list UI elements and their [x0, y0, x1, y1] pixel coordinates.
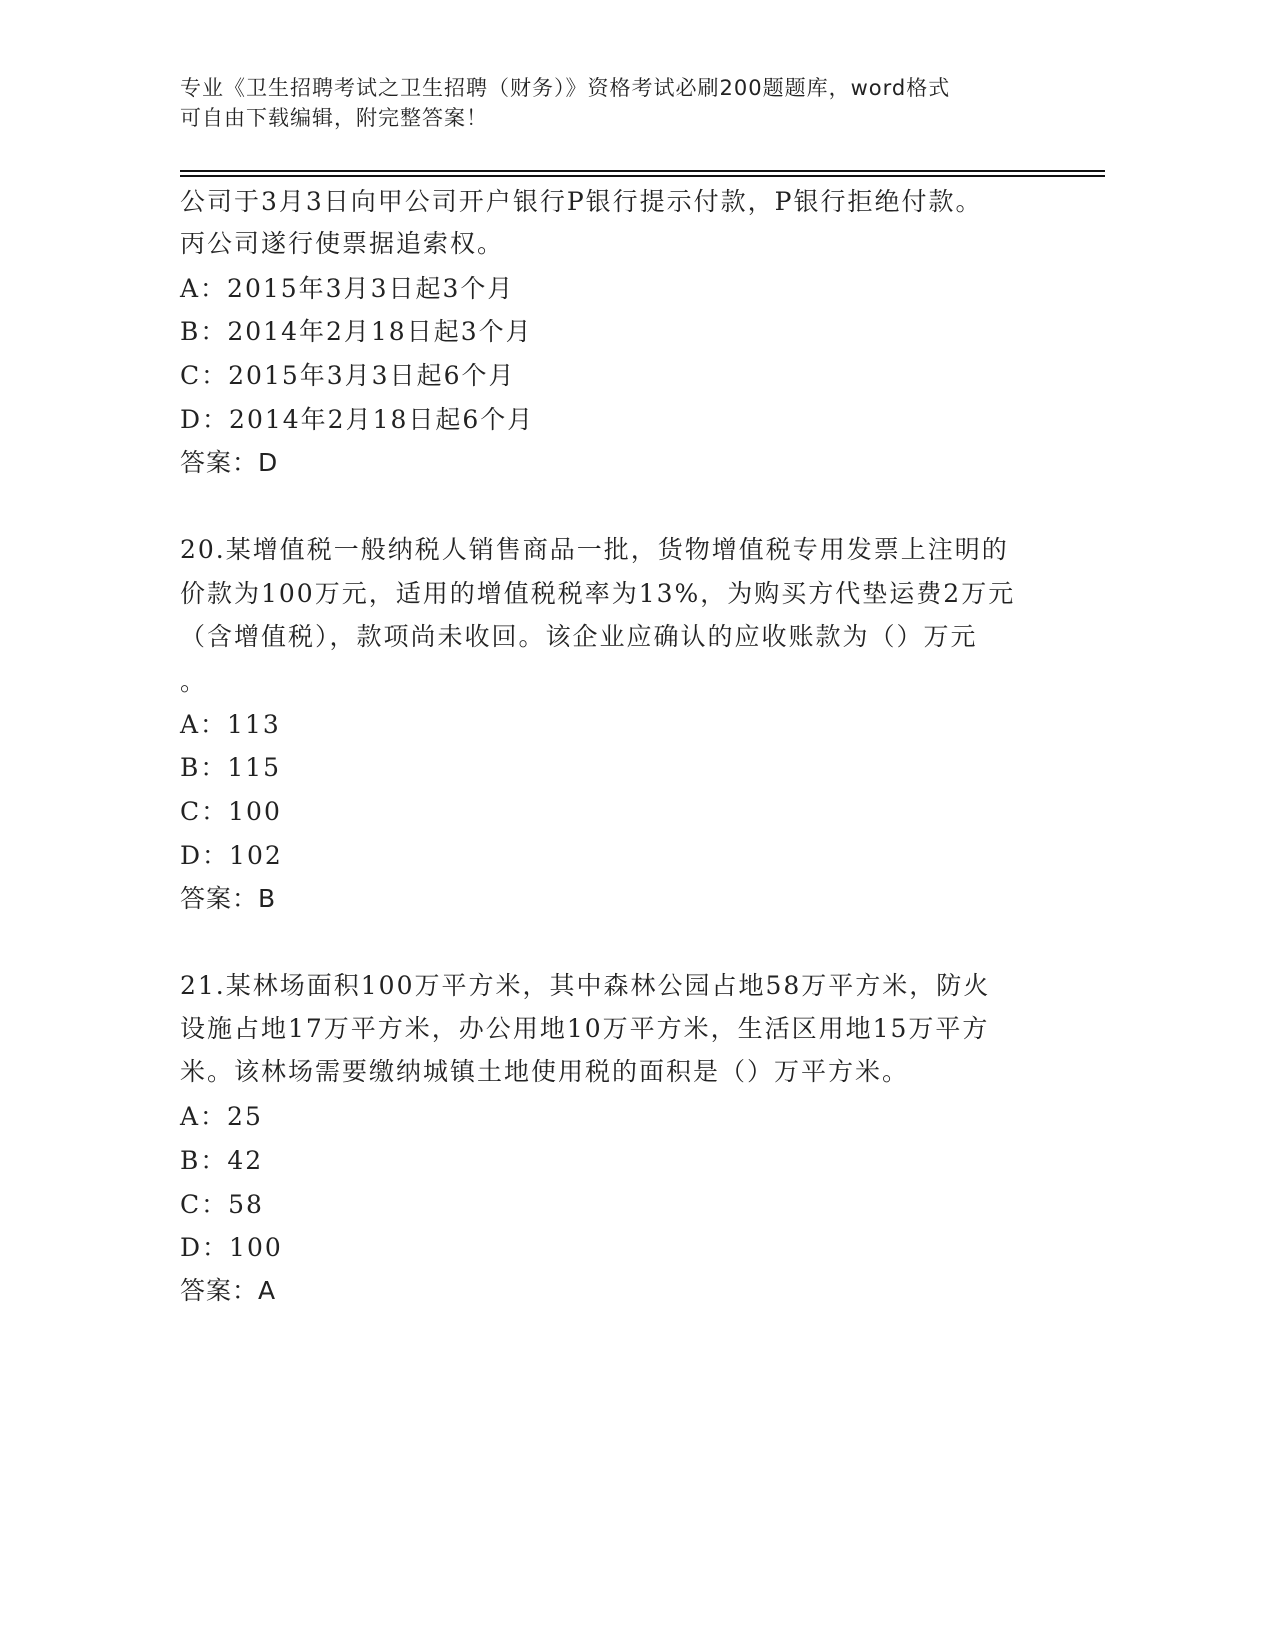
header-divider-bottom	[180, 175, 1105, 177]
answer: 答案：A	[180, 1276, 277, 1305]
question-stem: 价款为100万元，适用的增值税税率为13%，为购买方代垫运费2万元	[180, 579, 1016, 608]
option-b: B：2014年2月18日起3个月	[180, 317, 533, 346]
question-stem: 米。该林场需要缴纳城镇土地使用税的面积是（）万平方米。	[180, 1057, 910, 1086]
option-d: D：102	[180, 841, 283, 870]
option-b: B：115	[180, 753, 282, 782]
question-stem: 公司于3月3日向甲公司开户银行P银行提示付款，P银行拒绝付款。	[180, 187, 983, 216]
option-c: C：58	[180, 1190, 264, 1219]
answer: 答案：D	[180, 448, 279, 477]
header-divider-top	[180, 170, 1105, 172]
option-d: D：100	[180, 1233, 283, 1262]
header-line-1: 专业《卫生招聘考试之卫生招聘（财务）》资格考试必刷200题题库，word格式	[180, 76, 951, 100]
header-line-2: 可自由下载编辑，附完整答案！	[180, 106, 488, 130]
option-a: A：113	[180, 710, 281, 739]
option-d: D：2014年2月18日起6个月	[180, 405, 535, 434]
option-c: C：100	[180, 797, 282, 826]
question-stem: 21.某林场面积100万平方米，其中森林公园占地58万平方米，防火	[180, 971, 991, 1000]
answer: 答案：B	[180, 884, 277, 913]
option-a: A：2015年3月3日起3个月	[180, 274, 515, 303]
question-stem: 设施占地17万平方米，办公用地10万平方米，生活区用地15万平方	[180, 1014, 990, 1043]
option-a: A：25	[180, 1102, 263, 1131]
option-b: B：42	[180, 1146, 264, 1175]
option-c: C：2015年3月3日起6个月	[180, 361, 516, 390]
question-stem: 。	[180, 667, 208, 696]
question-stem: 丙公司遂行使票据追索权。	[180, 229, 505, 258]
question-stem: 20.某增值税一般纳税人销售商品一批，货物增值税专用发票上注明的	[180, 535, 1009, 564]
question-stem: （含增值税），款项尚未收回。该企业应确认的应收账款为（）万元	[180, 622, 978, 651]
